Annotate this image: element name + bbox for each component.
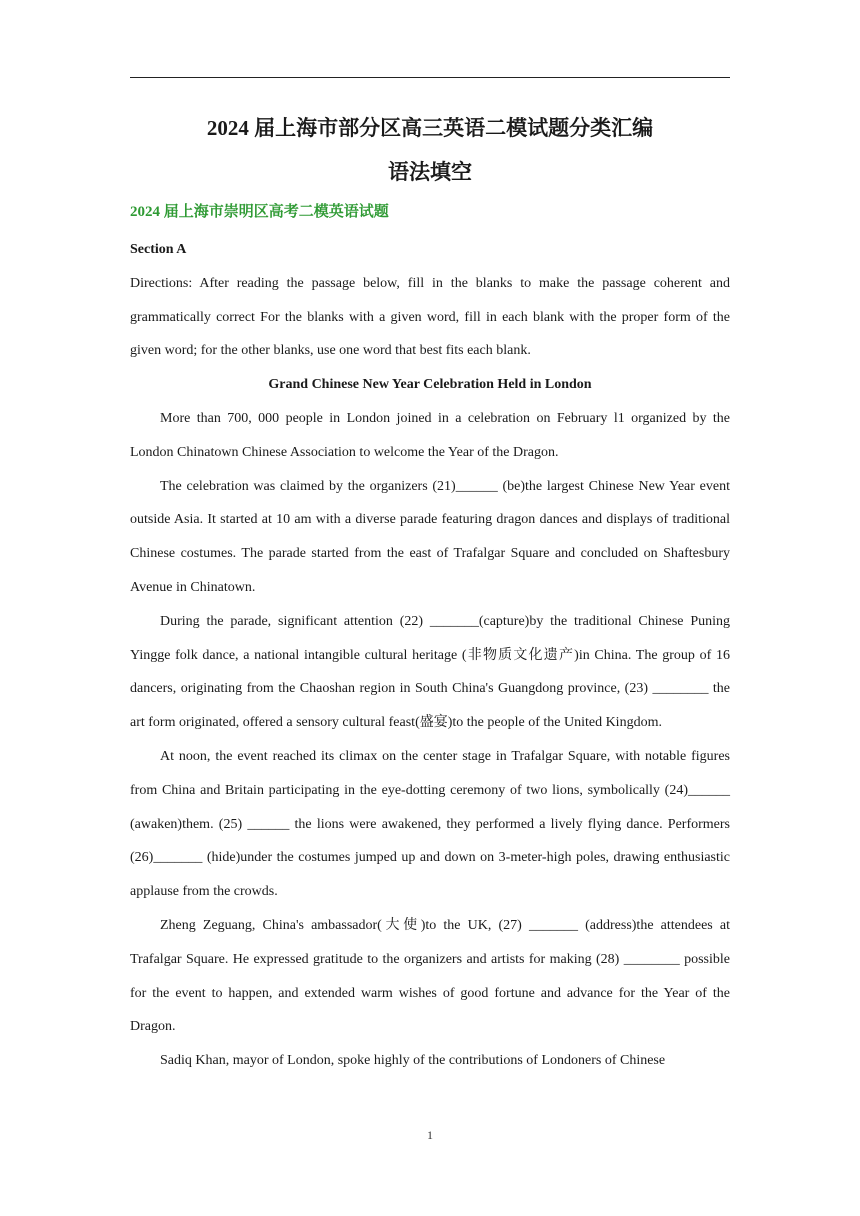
document-subtitle: 语法填空 bbox=[388, 160, 472, 184]
section-label: Section A bbox=[130, 242, 187, 257]
directions-text: Directions: After reading the passage below, fill in the blanks to make the passage coherent and grammatically correct For the blanks with a given word, fill in each blank with the proper form of the given word; for the other blanks, use one word that best fits each blank. bbox=[130, 275, 730, 359]
passage-paragraph: Sadiq Khan, mayor of London, spoke highly of the contributions of Londoners of Chinese bbox=[160, 1053, 666, 1069]
document-title: 2024 届上海市部分区高三英语二模试题分类汇编 bbox=[206, 116, 654, 140]
passage-paragraph: Zheng Zeguang, China's ambassador(大使)to the UK, (27) _______ (address)the attendees at Trafalgar Square. He expressed gratitude to the organizers and artists for making (28) ________ possible for the event to happen, and extended warm wishes of good fortune and advance for the Year of the Dragon. bbox=[130, 917, 730, 1035]
page-number: 1 bbox=[427, 1128, 433, 1142]
passage-title: Grand Chinese New Year Celebration Held in London bbox=[268, 377, 592, 393]
header-rule bbox=[130, 77, 730, 78]
exam-source-heading: 2024 届上海市崇明区高考二模英语试题 bbox=[130, 204, 389, 220]
passage-paragraph: During the parade, significant attention (22) _______(capture)by the traditional Chinese Puning Yingge folk dance, a national intangible cultural heritage (非物质文化遗产)in China. The group of 16 dancers, originating from the Chaoshan region in South China's Guangdong province, (23) ________ the art form originated, offered a sensory cultural feast(盛宴)to the people of the United Kingdom. bbox=[130, 613, 730, 731]
document-body bbox=[130, 233, 730, 1078]
passage-paragraph: More than 700, 000 people in London joined in a celebration on February l1 organized by the London Chinatown Chinese Association to welcome the Year of the Dragon. bbox=[130, 410, 730, 460]
passage-paragraph: At noon, the event reached its climax on the center stage in Trafalgar Square, with notable figures from China and Britain participating in the eye-dotting ceremony of two lions, symbolically (24)______ (awaken)them. (25) ______ the lions were awakened, they performed a lively flying dance. Performers (26)_______ (hide)under the costumes jumped up and down on 3-meter-high poles, drawing enthusiastic applause from the crowds. bbox=[130, 748, 730, 900]
passage-paragraph: The celebration was claimed by the organizers (21)______ (be)the largest Chinese New Year event outside Asia. It started at 10 am with a diverse parade featuring dragon dances and displays of traditional Chinese costumes. The parade started from the east of Trafalgar Square and concluded on Shaftesbury Avenue in Chinatown. bbox=[130, 478, 730, 595]
